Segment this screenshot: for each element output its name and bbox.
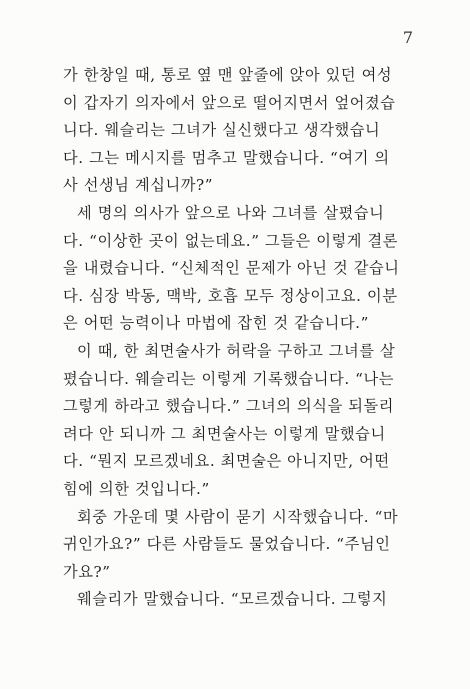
text-line: 회중 가운데 몇 사람이 묻기 시작했습니다. “마 (77, 507, 399, 526)
text-line: 은 어떤 능력이나 마법에 잡힌 것 같습니다.” (63, 314, 369, 333)
text-line: 다. “이상한 곳이 없는데요.” 그들은 이렇게 결론 (63, 231, 399, 250)
text-line: 그렇게 하라고 했습니다.” 그녀의 의식을 되돌리 (63, 397, 395, 416)
text-line: 폈습니다. 웨슬리는 이렇게 기록했습니다. “나는 (63, 369, 395, 388)
text-line: 사 선생님 계십니까?” (63, 176, 214, 195)
text-line: 이 갑자기 의자에서 앞으로 떨어지면서 엎어졌습 (63, 93, 396, 112)
text-line: 다. 심장 박동, 맥박, 호흡 모두 정상이고요. 이분 (63, 286, 398, 305)
text-line: 을 내렸습니다. “신체적인 문제가 아닌 것 같습니 (63, 259, 400, 278)
page-number: 7 (402, 28, 413, 47)
text-line: 힘에 의한 것입니다.” (63, 479, 210, 498)
text-line: 가 한창일 때, 통로 옆 맨 앞줄에 앉아 있던 여성 (63, 66, 393, 84)
text-line: 다. “뭔지 모르겠네요. 최면술은 아니지만, 어떤 (63, 452, 390, 471)
text-line: 웨슬리가 말했습니다. “모르겠습니다. 그렇지 (77, 590, 388, 609)
text-line: 다. 그는 메시지를 멈추고 말했습니다. “여기 의 (63, 148, 390, 167)
text-line: 려다 안 되니까 그 최면술사는 이렇게 말했습니 (63, 424, 386, 443)
text-line: 이 때, 한 최면술사가 허락을 구하고 그녀를 살 (77, 341, 396, 360)
text-line: 니다. 웨슬리는 그녀가 실신했다고 생각했습니 (63, 121, 381, 140)
text-line: 가요?” (63, 562, 111, 581)
text-line: 귀인가요?” 다른 사람들도 물었습니다. “주님인 (63, 535, 391, 554)
text-line: 세 명의 의사가 앞으로 나와 그녀를 살폈습니 (77, 203, 385, 222)
body-text (63, 62, 411, 614)
